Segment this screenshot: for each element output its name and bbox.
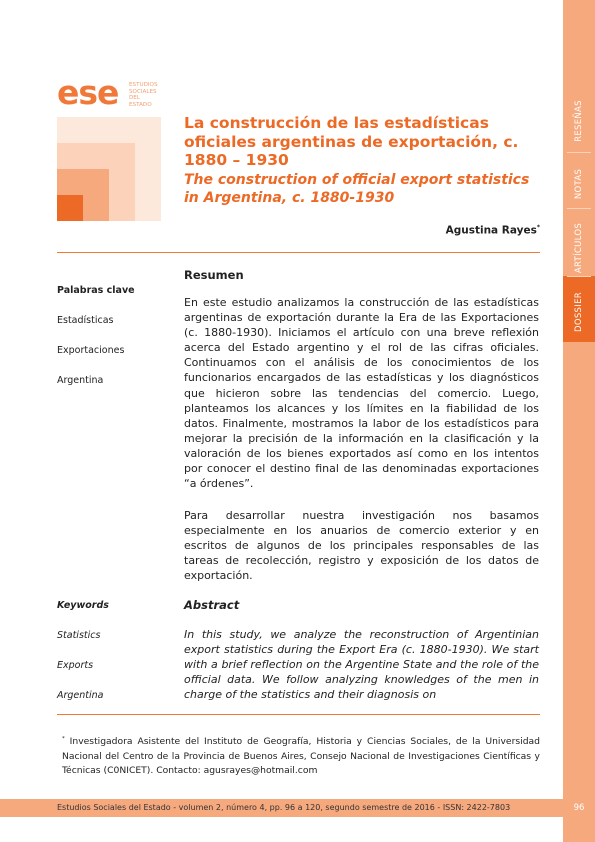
article-title-en: The construction of official export statistics in Argentina, c. 1880-1930 bbox=[184, 172, 530, 206]
page-number: 96 bbox=[573, 803, 585, 813]
keyword-en-item: Argentina bbox=[57, 690, 104, 701]
footer-citation: Estudios Sociales del Estado - volumen 2, número 4, pp. 96 a 120, segundo semestre de 2016 - ISSN: 2422-7803 bbox=[57, 803, 511, 812]
abstract-heading: Abstract bbox=[184, 598, 240, 612]
keyword-es-item: Argentina bbox=[57, 375, 104, 386]
abstract-paragraph: In this study, we analyze the reconstruction of Argentinian export statistics during the Export Era (c. 1880-1930). We start with a brief reflection on the Argentine State and the role of the official data. We follow analyzing knowledges of the men in charge of the statistics and their diagnosis on bbox=[184, 628, 539, 702]
article-author: Agustina Rayes* bbox=[445, 224, 540, 237]
keyword-es-item: Exportaciones bbox=[57, 345, 125, 356]
sidebar-tab-resenas[interactable]: RESEÑAS bbox=[574, 100, 584, 142]
sidebar-tab-articulos[interactable]: ARTÍCULOS bbox=[574, 222, 584, 274]
keywords-en-heading: Keywords bbox=[57, 600, 109, 611]
author-footnote: * Investigadora Asistente del Instituto de Geografía, Historia y Ciencias Sociales, de la Universidad Nacional del Centro de la Provincia de Buenos Aires, Consejo Nacional de Investigaciones Científicas y Técnicas (C0NICET). Contacto: agusrayes@hotmail.com bbox=[62, 736, 540, 777]
resumen-heading: Resumen bbox=[184, 268, 244, 282]
keyword-en-item: Statistics bbox=[57, 630, 101, 641]
footnote-divider bbox=[57, 714, 540, 715]
keywords-es-heading: Palabras clave bbox=[57, 285, 135, 296]
keyword-es-item: Estadísticas bbox=[57, 315, 114, 326]
sidebar-tab-dossier[interactable]: DOSSIER bbox=[574, 292, 584, 332]
header-divider bbox=[57, 252, 540, 253]
article-title-es: La construcción de las estadísticas oficiales argentinas de exportación, c. 1880 – 1930 bbox=[184, 114, 519, 169]
resumen-paragraph: Para desarrollar nuestra investigación nos basamos especialmente en los anuarios de comercio exterior y en escritos de algunos de los principales responsables de las tareas de recolección, registro y exposición de los datos de exportación. bbox=[184, 509, 539, 583]
journal-logo-subtitle: ESTUDIOS SOCIALES DEL ESTADO bbox=[129, 82, 158, 108]
journal-logo: ese bbox=[57, 73, 119, 112]
sidebar-tab-notas[interactable]: NOTAS bbox=[574, 168, 584, 200]
resumen-paragraph: En este estudio analizamos la construcción de las estadísticas argentinas de exportación durante la Era de las Exportaciones (c. 1880-1930). Iniciamos el artículo con una breve reflexión acerca del Estado argentino y el rol de las cifras oficiales. Continuamos con el análisis de los conocimientos de los funcionarios encargados de las estadísticas y los diagnósticos que hicieron sobre las tendencias del comercio. Luego, planteamos los alcances y los límites en la fiabilidad de los datos. Finalmente, mostramos la labor de los estadísticos para mejorar la precisión de la información en la clasificación y la valoración de los bienes exportados así como en los intentos por conocer el destino final de las denominadas exportaciones “a órdenes”. bbox=[184, 296, 539, 491]
keyword-en-item: Exports bbox=[57, 660, 94, 671]
logo-square-decoration bbox=[57, 195, 83, 221]
